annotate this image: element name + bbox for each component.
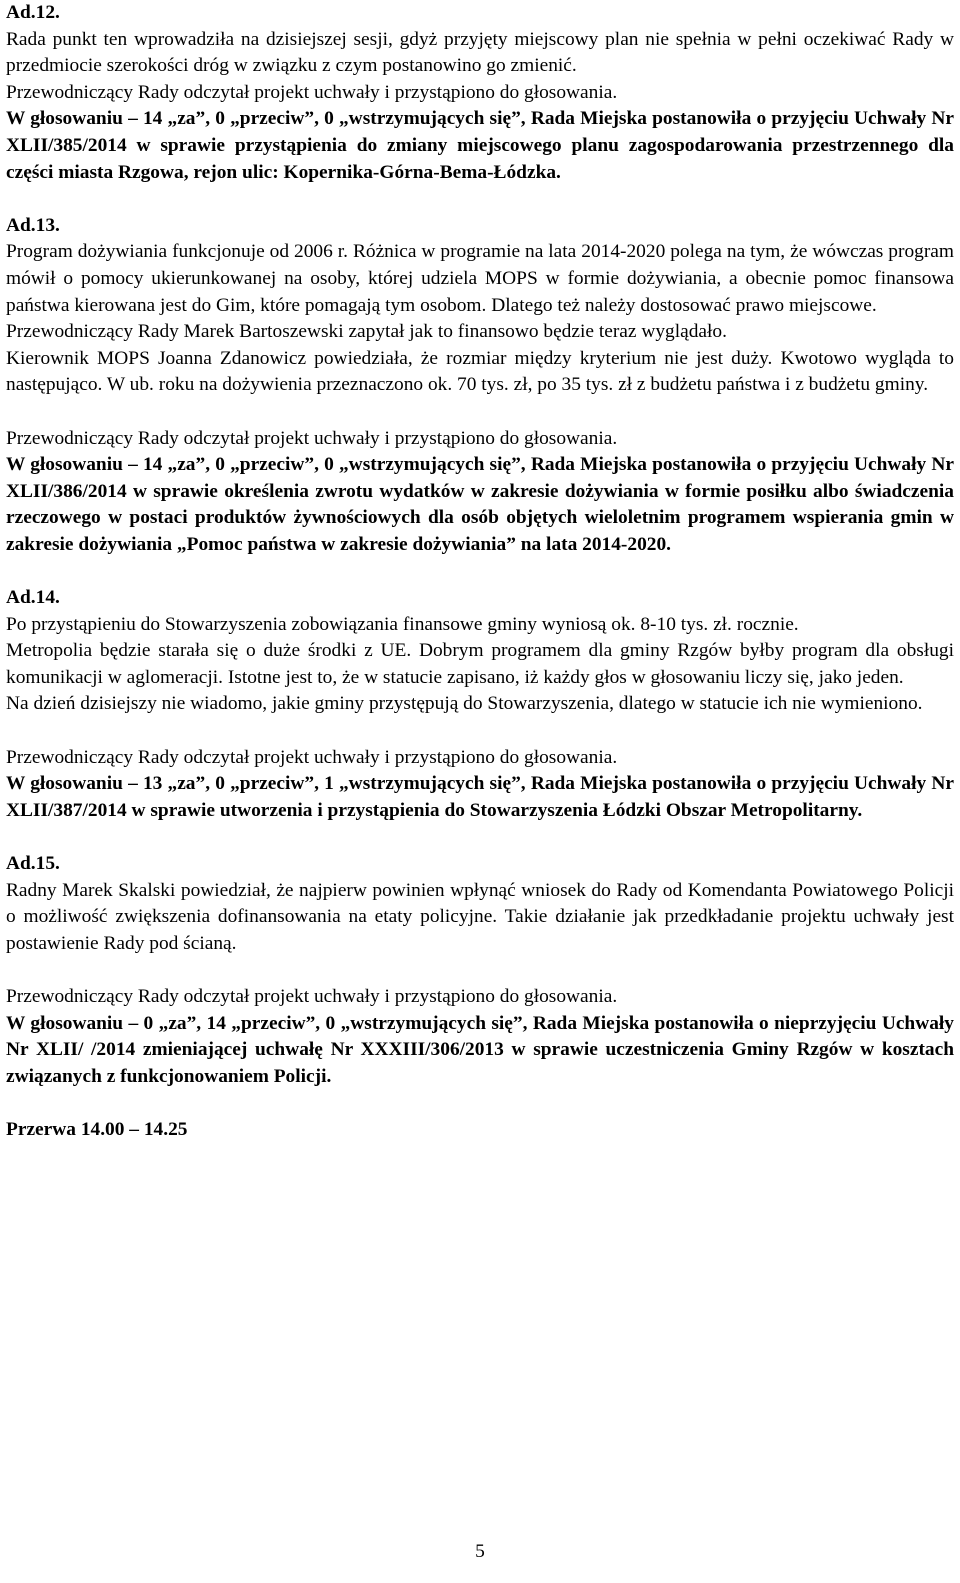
ad12-resolution: W głosowaniu – 14 „za”, 0 „przeciw”, 0 „wstrzymujących się”, Rada Miejska postanowiła o przyjęciu Uchwały Nr XLII/385/2014 w sprawie przystąpienia do zmiany miejscowego planu zagospodarowania przestrzennego dla części miasta Rzgowa, rejon ulic: Kopernika-Górna-Bema-Łódzka. <box>6 108 954 183</box>
ad15-resolution: W głosowaniu – 0 „za”, 14 „przeciw”, 0 „wstrzymujących się”, Rada Miejska postanowiła o nieprzyjęciu Uchwały Nr XLII/ /2014 zmieniającej uchwałę Nr XXXIII/306/2013 w sprawie uczestniczenia Gminy Rzgów w kosztach związanych z funkcjonowaniem Policji. <box>6 1012 954 1087</box>
spacer <box>6 558 954 585</box>
ad14-metropolis: Metropolia będzie starała się o duże środki z UE. Dobrym programem dla gminy Rzgów byłby program dla obsługi komunikacji w aglomeracji. Istotne jest to, że w statucie zapisano, iż każdy głos w głosowaniu liczy się, jako jeden. <box>6 640 954 688</box>
ad14-reading: Przewodniczący Rady odczytał projekt uchwały i przystąpiono do głosowania. <box>6 746 618 768</box>
ad15-reading: Przewodniczący Rady odczytał projekt uchwały i przystąpiono do głosowania. <box>6 985 618 1007</box>
spacer <box>6 718 954 745</box>
ad14-resolution: W głosowaniu – 13 „za”, 0 „przeciw”, 1 „wstrzymujących się”, Rada Miejska postanowiła o przyjęciu Uchwały Nr XLII/387/2014 w sprawie utworzenia i przystąpienia do Stowarzyszenia Łódzki Obszar Metropolitarny. <box>6 773 954 821</box>
ad13-reading: Przewodniczący Rady odczytał projekt uchwały i przystąpiono do głosowania. <box>6 427 618 449</box>
document-page <box>6 0 954 1144</box>
ad14-heading: Ad.14. <box>6 587 60 609</box>
ad13-question: Przewodniczący Rady Marek Bartoszewski zapytał jak to finansowo będzie teraz wyglądało. <box>6 321 727 343</box>
ad14-members: Na dzień dzisiejszy nie wiadomo, jakie gminy przystępują do Stowarzyszenia, dlatego w statucie ich nie wymieniono. <box>6 693 923 715</box>
spacer <box>6 186 954 213</box>
break-note: Przerwa 14.00 – 14.25 <box>6 1118 188 1140</box>
ad14-obligations: Po przystąpieniu do Stowarzyszenia zobowiązania finansowe gminy wyniosą ok. 8-10 tys. zł. rocznie. <box>6 613 799 635</box>
spacer <box>6 399 954 426</box>
spacer <box>6 824 954 851</box>
ad12-heading: Ad.12. <box>6 2 60 23</box>
ad13-heading: Ad.13. <box>6 214 60 236</box>
spacer <box>6 1090 954 1117</box>
ad13-resolution: W głosowaniu – 14 „za”, 0 „przeciw”, 0 „wstrzymujących się”, Rada Miejska postanowiła o przyjęciu Uchwały Nr XLII/386/2014 w sprawie określenia zwrotu wydatków w zakresie dożywiania w formie posiłku albo świadczenia rzeczowego w postaci produktów żywnościowych dla osób objętych wieloletnim programem wspierania gmin w zakresie dożywiania „Pomoc państwa w zakresie dożywiania” na lata 2014-2020. <box>6 454 954 555</box>
ad13-answer: Kierownik MOPS Joanna Zdanowicz powiedziała, że rozmiar między kryterium nie jest duży. Kwotowo wygląda to następująco. W ub. roku na dożywienia przeznaczono ok. 70 tys. zł, po 35 tys. zł z budżetu państwa i z budżetu gminy. <box>6 347 954 396</box>
ad15-statement: Radny Marek Skalski powiedział, że najpierw powinien wpłynąć wniosek do Rady od Komendanta Powiatowego Policji o możliwość zwiększenia dofinansowania na etaty policyjne. Takie działanie jak przedkładanie projektu uchwały jest postawienie Rady pod ścianą. <box>6 879 954 954</box>
ad13-program: Program dożywiania funkcjonuje od 2006 r. Różnica w programie na lata 2014-2020 polega na tym, że wówczas program mówił o pomocy ukierunkowanej na osoby, której udziela MOPS w formie dożywiania, a obecnie pomoc finansowa państwa kierowana jest do Gim, które pomagają tym osobom. Dlatego też należy dostosować prawo miejscowe. <box>6 241 954 316</box>
ad12-intro: Rada punkt ten wprowadziła na dzisiejszej sesji, gdyż przyjęty miejscowy plan nie spełnia w pełni oczekiwać Rady w przedmiocie szerokości dróg w związku z czym postanowino go zmienić. <box>6 28 954 77</box>
page-number: 5 <box>475 1541 485 1562</box>
ad15-heading: Ad.15. <box>6 853 60 874</box>
ad12-reading: Przewodniczący Rady odczytał projekt uchwały i przystąpiono do głosowania. <box>6 81 618 103</box>
spacer <box>6 957 954 984</box>
